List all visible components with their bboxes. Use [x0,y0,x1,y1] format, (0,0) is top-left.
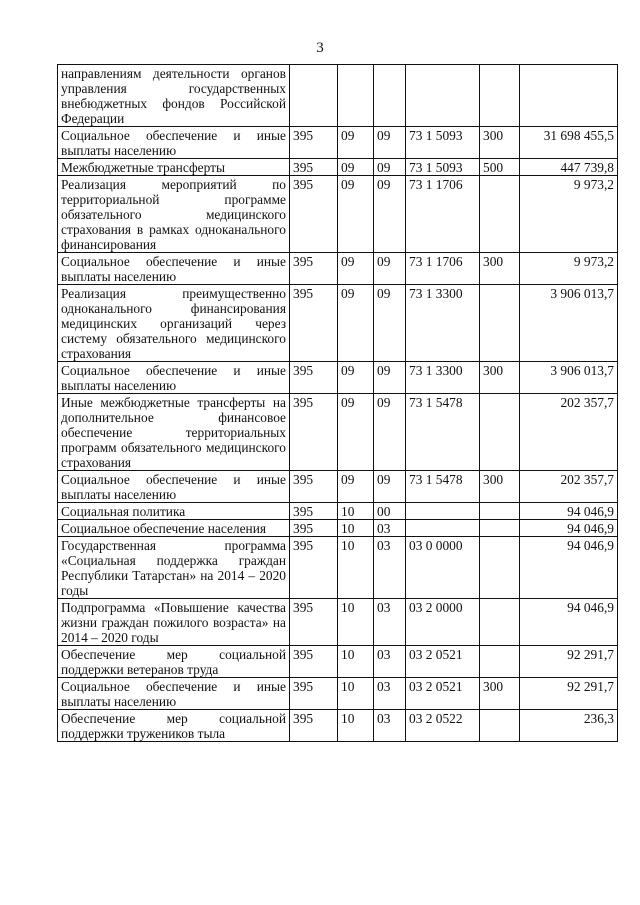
admin-code-cell: 395 [290,710,338,742]
subsection-code-cell: 09 [374,127,406,159]
subsection-code-cell: 09 [374,176,406,253]
row-name-cell: Социальное обеспечение и иные выплаты населению [58,127,290,159]
table-row [58,710,618,742]
table-row [58,678,618,710]
row-name-cell: Обеспечение мер социальной поддержки ветеранов труда [58,646,290,678]
target-article-cell: 03 2 0521 [406,646,480,678]
target-article-cell: 73 1 5478 [406,394,480,471]
section-code-cell: 10 [338,710,374,742]
amount-cell: 94 046,9 [520,537,618,599]
section-code-cell: 09 [338,362,374,394]
target-article-cell: 73 1 1706 [406,176,480,253]
section-code-cell: 10 [338,599,374,646]
table-row [58,471,618,503]
section-code-cell: 10 [338,537,374,599]
target-article-cell: 73 1 5093 [406,159,480,176]
amount-cell: 94 046,9 [520,599,618,646]
admin-code-cell: 395 [290,253,338,285]
admin-code-cell: 395 [290,362,338,394]
expense-kind-cell [480,646,520,678]
amount-cell: 31 698 455,5 [520,127,618,159]
table-row [58,285,618,362]
table-row [58,503,618,520]
section-code-cell: 09 [338,471,374,503]
table-row [58,159,618,176]
target-article-cell: 03 2 0522 [406,710,480,742]
table-row [58,537,618,599]
target-article-cell: 03 2 0000 [406,599,480,646]
expense-kind-cell [480,520,520,537]
amount-cell: 447 739,8 [520,159,618,176]
table-row [58,127,618,159]
budget-table [57,64,618,742]
expense-kind-cell: 300 [480,678,520,710]
section-code-cell: 09 [338,127,374,159]
admin-code-cell: 395 [290,159,338,176]
target-article-cell: 73 1 5478 [406,471,480,503]
table-row [58,646,618,678]
amount-cell [520,65,618,127]
admin-code-cell: 395 [290,503,338,520]
subsection-code-cell: 09 [374,362,406,394]
row-name-cell: Подпрограмма «Повышение качества жизни граждан пожилого возраста» на 2014 – 2020 годы [58,599,290,646]
admin-code-cell: 395 [290,394,338,471]
row-name-cell: Государственная программа «Социальная поддержка граждан Республики Татарстан» на 2014 – 2020 годы [58,537,290,599]
target-article-cell: 73 1 1706 [406,253,480,285]
target-article-cell [406,520,480,537]
row-name-cell: Межбюджетные трансферты [58,159,290,176]
admin-code-cell: 395 [290,285,338,362]
target-article-cell: 03 2 0521 [406,678,480,710]
admin-code-cell: 395 [290,127,338,159]
expense-kind-cell [480,599,520,646]
row-name-cell: направлениям деятельности органов управления государственных внебюджетных фондов Российской Федерации [58,65,290,127]
table-row [58,176,618,253]
expense-kind-cell [480,710,520,742]
table-row [58,394,618,471]
subsection-code-cell: 09 [374,471,406,503]
section-code-cell: 09 [338,394,374,471]
amount-cell: 202 357,7 [520,394,618,471]
target-article-cell: 73 1 3300 [406,285,480,362]
target-article-cell: 73 1 5093 [406,127,480,159]
row-name-cell: Социальное обеспечение и иные выплаты населению [58,362,290,394]
subsection-code-cell: 03 [374,599,406,646]
amount-cell: 236,3 [520,710,618,742]
row-name-cell: Иные межбюджетные трансферты на дополнительное финансовое обеспечение территориальных программ обязательного медицинского страхования [58,394,290,471]
section-code-cell: 09 [338,159,374,176]
row-name-cell: Социальное обеспечение и иные выплаты населению [58,678,290,710]
expense-kind-cell [480,537,520,599]
subsection-code-cell: 03 [374,537,406,599]
expense-kind-cell: 300 [480,253,520,285]
section-code-cell: 10 [338,678,374,710]
amount-cell: 94 046,9 [520,503,618,520]
amount-cell: 3 906 013,7 [520,285,618,362]
row-name-cell: Социальное обеспечение и иные выплаты населению [58,471,290,503]
subsection-code-cell: 09 [374,394,406,471]
table-row [58,253,618,285]
admin-code-cell: 395 [290,471,338,503]
row-name-cell: Социальная политика [58,503,290,520]
table-row [58,362,618,394]
expense-kind-cell: 500 [480,159,520,176]
subsection-code-cell: 03 [374,678,406,710]
subsection-code-cell: 09 [374,253,406,285]
target-article-cell [406,65,480,127]
admin-code-cell: 395 [290,520,338,537]
row-name-cell: Реализация мероприятий по территориальной программе обязательного медицинского страхования в рамках одноканального финансирования [58,176,290,253]
expense-kind-cell [480,394,520,471]
amount-cell: 9 973,2 [520,176,618,253]
amount-cell: 9 973,2 [520,253,618,285]
admin-code-cell: 395 [290,176,338,253]
table-row [58,520,618,537]
target-article-cell [406,503,480,520]
expense-kind-cell: 300 [480,471,520,503]
expense-kind-cell [480,65,520,127]
row-name-cell: Реализация преимущественно одноканального финансирования медицинских организаций через систему обязательного медицинского страхования [58,285,290,362]
budget-table-body [58,65,618,742]
section-code-cell: 09 [338,285,374,362]
row-name-cell: Обеспечение мер социальной поддержки тружеников тыла [58,710,290,742]
row-name-cell: Социальное обеспечение населения [58,520,290,537]
table-row [58,65,618,127]
amount-cell: 92 291,7 [520,646,618,678]
admin-code-cell [290,65,338,127]
amount-cell: 3 906 013,7 [520,362,618,394]
amount-cell: 94 046,9 [520,520,618,537]
admin-code-cell: 395 [290,646,338,678]
subsection-code-cell: 03 [374,520,406,537]
admin-code-cell: 395 [290,678,338,710]
target-article-cell: 03 0 0000 [406,537,480,599]
expense-kind-cell [480,503,520,520]
section-code-cell: 10 [338,646,374,678]
expense-kind-cell [480,285,520,362]
subsection-code-cell: 03 [374,646,406,678]
expense-kind-cell: 300 [480,127,520,159]
subsection-code-cell: 09 [374,159,406,176]
table-row [58,599,618,646]
section-code-cell: 10 [338,503,374,520]
page-number: 3 [316,40,324,56]
subsection-code-cell: 03 [374,710,406,742]
admin-code-cell: 395 [290,537,338,599]
section-code-cell [338,65,374,127]
amount-cell: 202 357,7 [520,471,618,503]
section-code-cell: 09 [338,176,374,253]
expense-kind-cell [480,176,520,253]
expense-kind-cell: 300 [480,362,520,394]
amount-cell: 92 291,7 [520,678,618,710]
section-code-cell: 09 [338,253,374,285]
subsection-code-cell [374,65,406,127]
subsection-code-cell: 00 [374,503,406,520]
row-name-cell: Социальное обеспечение и иные выплаты населению [58,253,290,285]
section-code-cell: 10 [338,520,374,537]
subsection-code-cell: 09 [374,285,406,362]
admin-code-cell: 395 [290,599,338,646]
target-article-cell: 73 1 3300 [406,362,480,394]
